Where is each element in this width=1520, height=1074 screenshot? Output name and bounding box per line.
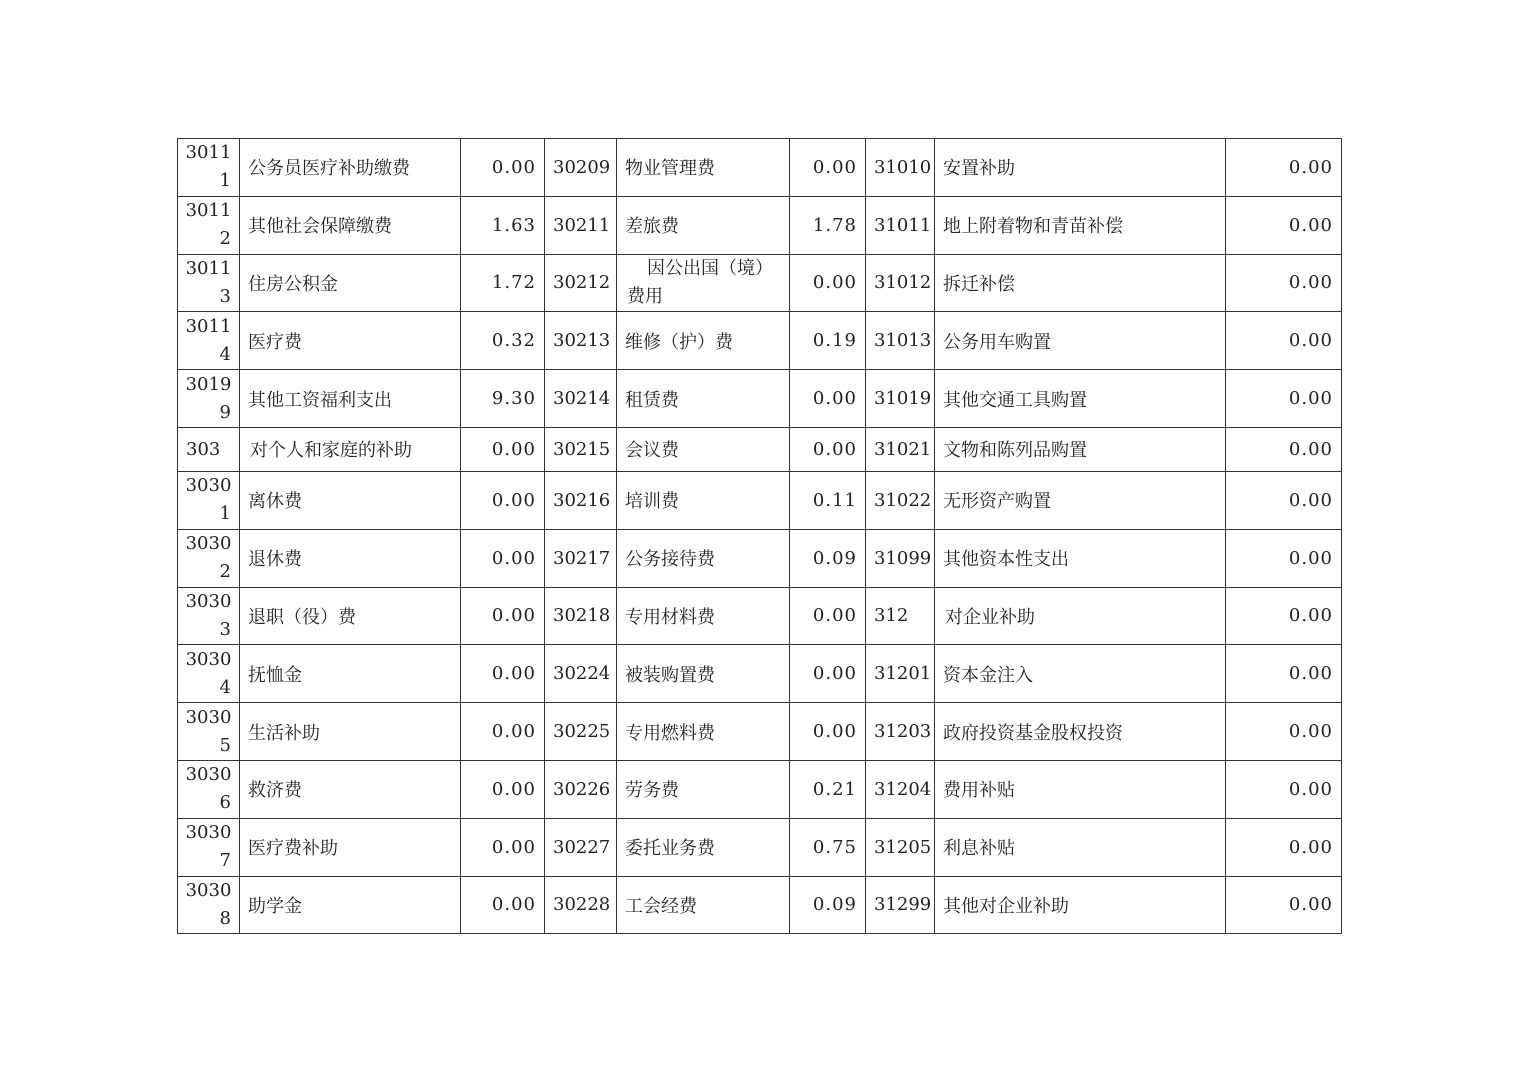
col3-name-cell: 政府投资基金股权投资 [935,703,1226,761]
col3-code-cell: 31099 [866,529,935,587]
col2-code-cell: 30211 [545,196,617,254]
col3-amount-cell: 0.00 [1226,876,1342,934]
col2-name-cell: 专用材料费 [617,587,790,645]
col1-code-cell: 3030 7 [178,818,240,876]
col1-amount-cell: 1.72 [461,254,545,312]
col3-name-cell: 费用补贴 [935,760,1226,818]
col2-amount-cell: 0.09 [790,876,866,934]
table-row [178,196,1342,254]
col2-amount-cell: 0.75 [790,818,866,876]
col2-code-cell: 30226 [545,760,617,818]
col3-code-cell: 31201 [866,645,935,703]
col1-name-cell: 退休费 [240,529,461,587]
col1-amount-cell: 0.00 [461,529,545,587]
col3-name-cell: 公务用车购置 [935,312,1226,370]
col2-code-cell: 30218 [545,587,617,645]
col2-name-cell: 劳务费 [617,760,790,818]
col2-amount-cell: 0.00 [790,139,866,197]
table-row [178,370,1342,428]
table-row [178,645,1342,703]
col2-code-cell: 30227 [545,818,617,876]
table-body [178,139,1342,934]
col2-code-cell: 30225 [545,703,617,761]
col1-amount-cell: 0.00 [461,760,545,818]
col1-code-cell: 303 [178,427,240,471]
col3-name-cell: 安置补助 [935,139,1226,197]
col3-code-cell: 31203 [866,703,935,761]
col1-name-cell: 抚恤金 [240,645,461,703]
col3-code-cell: 31022 [866,471,935,529]
col2-code-cell: 30217 [545,529,617,587]
col3-name-cell: 其他对企业补助 [935,876,1226,934]
col1-name-cell: 其他社会保障缴费 [240,196,461,254]
col3-amount-cell: 0.00 [1226,427,1342,471]
col1-code-cell: 3019 9 [178,370,240,428]
col3-amount-cell: 0.00 [1226,703,1342,761]
col1-name-cell: 退职（役）费 [240,587,461,645]
col3-name-cell: 资本金注入 [935,645,1226,703]
col3-amount-cell: 0.00 [1226,254,1342,312]
col1-name-cell: 医疗费补助 [240,818,461,876]
col1-code-cell: 3030 1 [178,471,240,529]
col1-name-cell: 救济费 [240,760,461,818]
table-row [178,139,1342,197]
col2-name-cell: 维修（护）费 [617,312,790,370]
col2-name-cell: 被装购置费 [617,645,790,703]
table-row [178,703,1342,761]
table-row [178,587,1342,645]
table-row [178,529,1342,587]
col2-name-cell: 租赁费 [617,370,790,428]
col1-code-cell: 3030 5 [178,703,240,761]
col1-code-cell: 3011 2 [178,196,240,254]
col3-code-cell: 31021 [866,427,935,471]
col2-code-cell: 30209 [545,139,617,197]
col1-code-cell: 3011 4 [178,312,240,370]
col2-amount-cell: 0.00 [790,703,866,761]
col1-code-cell: 3030 3 [178,587,240,645]
col1-name-cell: 住房公积金 [240,254,461,312]
col1-name-cell: 助学金 [240,876,461,934]
col3-code-cell: 31205 [866,818,935,876]
col2-code-cell: 30212 [545,254,617,312]
col3-name-cell: 利息补贴 [935,818,1226,876]
col1-amount-cell: 0.00 [461,876,545,934]
col1-amount-cell: 0.00 [461,139,545,197]
col2-amount-cell: 0.00 [790,587,866,645]
col1-name-cell: 生活补助 [240,703,461,761]
table-row [178,876,1342,934]
col1-code-cell: 3030 2 [178,529,240,587]
col1-amount-cell: 0.32 [461,312,545,370]
table-row [178,471,1342,529]
col1-code-cell: 3030 6 [178,760,240,818]
col1-amount-cell: 0.00 [461,703,545,761]
col2-code-cell: 30213 [545,312,617,370]
col3-name-cell: 无形资产购置 [935,471,1226,529]
col1-name-cell: 其他工资福利支出 [240,370,461,428]
col2-name-cell: 因公出国（境） 费用 [617,254,790,312]
col3-code-cell: 31204 [866,760,935,818]
table-row [178,427,1342,471]
col3-code-cell: 31299 [866,876,935,934]
col2-amount-cell: 0.11 [790,471,866,529]
col3-amount-cell: 0.00 [1226,312,1342,370]
col1-code-cell: 3030 8 [178,876,240,934]
col2-amount-cell: 0.00 [790,254,866,312]
table-row [178,760,1342,818]
col3-amount-cell: 0.00 [1226,818,1342,876]
col3-amount-cell: 0.00 [1226,196,1342,254]
col1-amount-cell: 1.63 [461,196,545,254]
col3-code-cell: 31010 [866,139,935,197]
col1-name-cell: 医疗费 [240,312,461,370]
col1-amount-cell: 0.00 [461,645,545,703]
col2-amount-cell: 0.21 [790,760,866,818]
col2-amount-cell: 0.00 [790,427,866,471]
col1-name-cell: 离休费 [240,471,461,529]
col2-name-cell: 工会经费 [617,876,790,934]
col2-code-cell: 30228 [545,876,617,934]
col3-name-cell: 对企业补助 [935,587,1226,645]
col2-name-cell: 差旅费 [617,196,790,254]
col1-amount-cell: 0.00 [461,818,545,876]
budget-expenditure-table [177,138,1342,934]
col1-code-cell: 3030 4 [178,645,240,703]
col2-code-cell: 30214 [545,370,617,428]
col2-name-cell: 培训费 [617,471,790,529]
col3-name-cell: 地上附着物和青苗补偿 [935,196,1226,254]
col2-amount-cell: 0.00 [790,370,866,428]
col3-amount-cell: 0.00 [1226,139,1342,197]
col3-amount-cell: 0.00 [1226,370,1342,428]
col2-name-cell: 公务接待费 [617,529,790,587]
col1-amount-cell: 0.00 [461,471,545,529]
table-row [178,818,1342,876]
col3-code-cell: 31019 [866,370,935,428]
col1-name-cell: 对个人和家庭的补助 [240,427,461,471]
col3-amount-cell: 0.00 [1226,760,1342,818]
col3-name-cell: 其他资本性支出 [935,529,1226,587]
col2-amount-cell: 0.00 [790,645,866,703]
col1-amount-cell: 0.00 [461,427,545,471]
col2-name-cell: 委托业务费 [617,818,790,876]
col3-code-cell: 31012 [866,254,935,312]
col1-name-cell: 公务员医疗补助缴费 [240,139,461,197]
col2-amount-cell: 1.78 [790,196,866,254]
col3-code-cell: 31011 [866,196,935,254]
col2-amount-cell: 0.19 [790,312,866,370]
col3-amount-cell: 0.00 [1226,645,1342,703]
col2-name-cell: 会议费 [617,427,790,471]
col2-name-cell: 物业管理费 [617,139,790,197]
col2-code-cell: 30216 [545,471,617,529]
col3-amount-cell: 0.00 [1226,471,1342,529]
col3-name-cell: 文物和陈列品购置 [935,427,1226,471]
table-row [178,254,1342,312]
col2-name-cell: 专用燃料费 [617,703,790,761]
col3-code-cell: 31013 [866,312,935,370]
col1-amount-cell: 9.30 [461,370,545,428]
table-row [178,312,1342,370]
col2-code-cell: 30224 [545,645,617,703]
col3-amount-cell: 0.00 [1226,587,1342,645]
col1-code-cell: 3011 3 [178,254,240,312]
col3-amount-cell: 0.00 [1226,529,1342,587]
col2-code-cell: 30215 [545,427,617,471]
col3-code-cell: 312 [866,587,935,645]
col1-amount-cell: 0.00 [461,587,545,645]
col1-code-cell: 3011 1 [178,139,240,197]
col2-amount-cell: 0.09 [790,529,866,587]
col3-name-cell: 其他交通工具购置 [935,370,1226,428]
col3-name-cell: 拆迁补偿 [935,254,1226,312]
